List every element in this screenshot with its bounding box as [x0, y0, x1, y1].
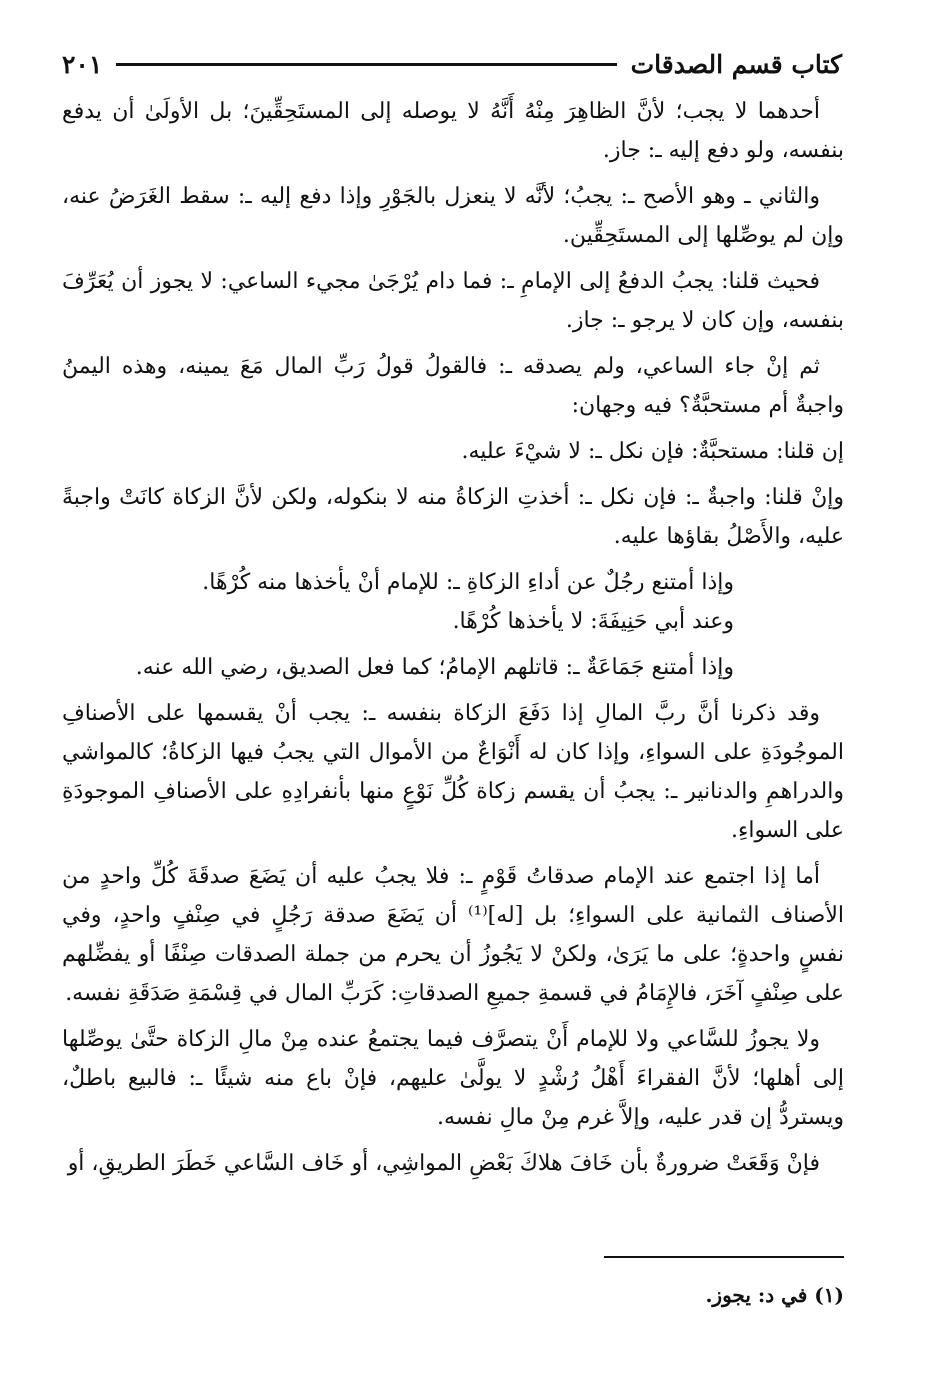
paragraph: فإنْ وَقَعَتْ ضرورةٌ بأن خَافَ هلاكَ بَعْضِ المواشِي، أو خَاف السَّاعي خَطَرَ الطريقِ، أو — [67, 1151, 820, 1176]
paragraph: وإنْ قلنا: واجبةٌ ـ: فإن نكل ـ: أخذتِ الزكاةُ منه لا بنكوله، ولكن لأنَّ الزكاة كانَتْ واجبةً عليه، والأَصْلُ بقاؤها عليه. — [62, 485, 844, 549]
book-title: كتاب قسم الصدقات — [630, 49, 842, 79]
paragraph: والثاني ـ وهو الأصح ـ: يجبُ؛ لأنَّه لا ينعزل بالجَوْرِ وإذا دفع إليه ـ: سقط الغَرَضُ عنه، وإن لم يوصِّلها إلى المستَحِقِّين. — [62, 184, 844, 248]
running-header — [62, 44, 842, 84]
header-rule — [116, 63, 616, 66]
paragraph: وإذا أمتنع جَمَاعَةٌ ـ: قاتلهم الإمامُ؛ كما فعل الصديق، رضي الله عنه. — [135, 655, 734, 680]
paragraph: وعند أبي حَنِيفَةَ: لا يأخذها كُرْهًا. — [452, 609, 734, 634]
paragraph: أما إذا اجتمع عند الإمام صدقاتُ قَوْمٍ ـ: فلا يجبُ عليه أن يَضَعَ صدقَةَ كُلِّ واحدٍ من الأصناف الثمانية على السواءِ؛ بل [له]⁽¹⁾ أن يَضَعَ صدقة رَجُلٍ في صِنْفٍ واحدٍ، وفي نفسٍ واحدةٍ؛ على ما يَرَىٰ، ولكنْ لا يَجُوزُ أن يحرم من جملة الصدقات صِنْفًا أو يفضِّلهم على صِنْفٍ آخَرَ، فالإِمَامُ في قسمةِ جميعِ الصدقاتِ: كَرَبِّ المال في قِسْمَةِ صَدَقَةِ نفسه. — [62, 864, 844, 1006]
footnote-rule — [604, 1256, 844, 1258]
page-number: ٢٠١ — [62, 49, 103, 79]
body-text — [62, 92, 844, 1190]
footnote: (١) في د: يجوز. — [705, 1283, 844, 1307]
paragraph: وإذا أمتنع رجُلٌ عن أداءِ الزكاةِ ـ: للإمام أنْ يأخذها منه كُرْهًا. — [202, 570, 734, 595]
paragraph: وقد ذكرنا أنَّ ربَّ المالِ إذا دَفَعَ الزكاة بنفسه ـ: يجب أنْ يقسمها على الأصنافِ الموجُودَةِ على السواءِ، وإذا كان له أَنْوَاعٌ من الأموال التي يجبُ فيها الزكاةُ؛ كالمواشي والدراهمِ والدنانير ـ: يجبُ أن يقسم زكاة كُلِّ نَوْعٍ منها بأنفرادِهِ على الأصنافِ الموجودَةِ على السواءِ. — [62, 701, 844, 843]
paragraph: فحيث قلنا: يجبُ الدفعُ إلى الإمامِ ـ: فما دام يُرْجَىٰ مجيء الساعي: لا يجوز أن يُعَرِّفَ بنفسه، وإن كان لا يرجو ـ: جاز. — [62, 269, 844, 333]
paragraph: إن قلنا: مستحبَّةٌ: فإن نكل ـ: لا شيْءَ عليه. — [461, 439, 844, 464]
paragraph: ولا يجوزُ للسَّاعي ولا للإمام أَنْ يتصرَّف فيما يجتمعُ عنده مِنْ مالِ الزكاة حتَّىٰ يوصِّلها إلى أهلها؛ لأنَّ الفقراءَ أَهْلُ رُشْدٍ لا يولَّىٰ عليهم، فإنْ باع منه شيئًا ـ: فالبيع باطلٌ، ويستردُّ إن قدر عليه، وإلاَّ غرم مِنْ مالِ نفسه. — [62, 1027, 844, 1130]
paragraph: أحدهما لا يجب؛ لأنَّ الظاهِرَ مِنْهُ أَنَّهُ لا يوصله إلى المستَحِقِّينَ؛ بل الأولَىٰ أن يدفع بنفسه، ولو دفع إليه ـ: جاز. — [62, 99, 844, 163]
paragraph: ثم إنْ جاء الساعي، ولم يصدقه ـ: فالقولُ قولُ رَبِّ المال مَعَ يمينه، وهذه اليمنُ واجبةٌ أم مستحبَّةٌ؟ فيه وجهان: — [62, 354, 844, 418]
